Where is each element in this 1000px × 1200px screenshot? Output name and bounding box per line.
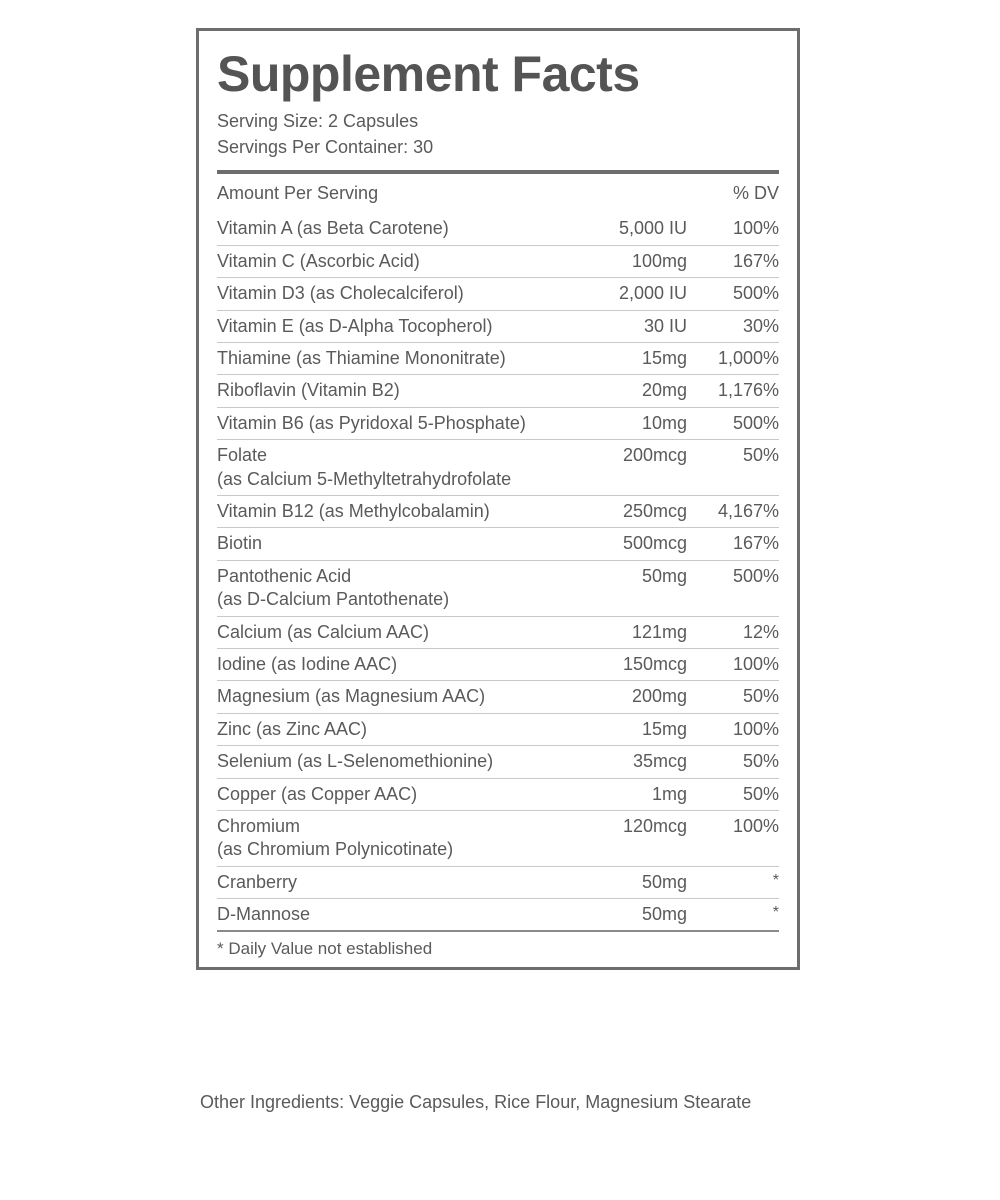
nutrient-dv: 100%	[687, 648, 779, 680]
nutrient-dv: 50%	[687, 440, 779, 496]
nutrient-amount: 50mg	[575, 866, 687, 898]
table-row	[217, 407, 779, 439]
table-row	[217, 560, 779, 616]
nutrient-name	[217, 375, 575, 407]
table-row	[217, 245, 779, 277]
table-row	[217, 810, 779, 866]
nutrient-name	[217, 866, 575, 898]
nutrient-name	[217, 746, 575, 778]
nutrient-amount: 50mg	[575, 899, 687, 931]
nutrient-amount: 250mcg	[575, 496, 687, 528]
nutrient-name	[217, 278, 575, 310]
nutrient-name-line1: Calcium (as Calcium AAC)	[217, 621, 430, 642]
nutrient-dv: 100%	[687, 713, 779, 745]
table-row	[217, 440, 779, 496]
other-ingredients: Other Ingredients: Veggie Capsules, Rice Flour, Magnesium Stearate	[200, 1092, 752, 1112]
nutrient-name	[217, 899, 575, 931]
nutrient-dv: 100%	[687, 810, 779, 866]
dv-header: % DV	[732, 183, 779, 204]
nutrient-name	[217, 560, 575, 616]
nutrient-name	[217, 648, 575, 680]
nutrient-dv: 30%	[687, 310, 779, 342]
nutrient-name-line2: (as D-Calcium Pantothenate)	[217, 589, 450, 610]
nutrient-name-line2: (as Calcium 5-Methyltetrahydrofolate	[217, 468, 512, 489]
nutrient-amount: 2,000 IU	[575, 278, 687, 310]
nutrient-name	[217, 496, 575, 528]
nutrient-name-line1: D-Mannose	[217, 904, 311, 925]
page-title: Supplement Facts	[217, 46, 640, 102]
nutrient-dv: *	[687, 866, 779, 898]
table-row	[217, 528, 779, 560]
nutrient-amount: 120mcg	[575, 810, 687, 866]
nutrient-name	[217, 681, 575, 713]
table-row	[217, 616, 779, 648]
table-row	[217, 746, 779, 778]
nutrient-name-line1: Vitamin E (as D-Alpha Tocopherol)	[217, 315, 493, 336]
serving-size: Serving Size: 2 Capsules	[217, 111, 419, 131]
nutrient-amount: 121mg	[575, 616, 687, 648]
nutrient-name-line1: Iodine (as Iodine AAC)	[217, 653, 398, 674]
nutrient-name-line1: Riboflavin (Vitamin B2)	[217, 380, 400, 401]
nutrient-amount: 30 IU	[575, 310, 687, 342]
nutrient-name	[217, 616, 575, 648]
nutrient-name	[217, 528, 575, 560]
nutrient-amount: 100mg	[575, 245, 687, 277]
table-row	[217, 310, 779, 342]
nutrient-name-line1: Zinc (as Zinc AAC)	[217, 718, 368, 739]
nutrient-amount: 15mg	[575, 713, 687, 745]
nutrient-dv: 500%	[687, 278, 779, 310]
nutrient-name-line1: Folate	[217, 445, 268, 466]
nutrient-amount: 200mg	[575, 681, 687, 713]
nutrient-dv: 1,176%	[687, 375, 779, 407]
footnote: * Daily Value not established	[217, 939, 433, 959]
nutrient-name-line1: Vitamin B6 (as Pyridoxal 5-Phosphate)	[217, 412, 526, 433]
nutrient-dv: 50%	[687, 778, 779, 810]
nutrient-dv: 1,000%	[687, 343, 779, 375]
nutrient-name-line1: Chromium	[217, 815, 301, 836]
nutrient-amount: 50mg	[575, 560, 687, 616]
nutrient-amount: 10mg	[575, 407, 687, 439]
nutrient-name-line1: Biotin	[217, 533, 263, 554]
nutrient-name-line1: Copper (as Copper AAC)	[217, 783, 418, 804]
nutrient-name	[217, 343, 575, 375]
nutrient-name-line1: Thiamine (as Thiamine Mononitrate)	[217, 348, 506, 369]
nutrient-name	[217, 213, 575, 245]
nutrient-name-line1: Vitamin D3 (as Cholecalciferol)	[217, 283, 464, 304]
table-row	[217, 496, 779, 528]
nutrient-name	[217, 407, 575, 439]
nutrient-name-line2: (as Chromium Polynicotinate)	[217, 839, 454, 860]
table-row	[217, 681, 779, 713]
supplement-facts-panel	[196, 28, 800, 970]
nutrient-dv: 4,167%	[687, 496, 779, 528]
nutrient-dv: 500%	[687, 407, 779, 439]
amount-header-spacer	[575, 174, 687, 213]
table-row	[217, 778, 779, 810]
nutrient-amount: 20mg	[575, 375, 687, 407]
nutrient-dv: *	[687, 899, 779, 931]
table-row	[217, 278, 779, 310]
nutrient-dv: 12%	[687, 616, 779, 648]
table-row	[217, 866, 779, 898]
nutrient-name	[217, 245, 575, 277]
table-row	[217, 213, 779, 245]
nutrient-amount: 150mcg	[575, 648, 687, 680]
table-header-row	[217, 174, 779, 213]
nutrient-name	[217, 810, 575, 866]
amount-per-serving-header: Amount Per Serving	[217, 183, 379, 204]
nutrient-name	[217, 713, 575, 745]
nutrient-amount: 200mcg	[575, 440, 687, 496]
table-row	[217, 899, 779, 931]
nutrient-dv: 50%	[687, 746, 779, 778]
nutrient-name-line1: Cranberry	[217, 871, 298, 892]
nutrient-name-line1: Pantothenic Acid	[217, 565, 352, 586]
nutrient-name	[217, 310, 575, 342]
table-row	[217, 375, 779, 407]
table-row	[217, 343, 779, 375]
nutrient-name-line1: Vitamin A (as Beta Carotene)	[217, 218, 449, 239]
servings-per-container: Servings Per Container: 30	[217, 136, 434, 157]
nutrient-name	[217, 778, 575, 810]
nutrient-amount: 5,000 IU	[618, 218, 687, 239]
nutrient-dv: 167%	[687, 245, 779, 277]
nutrient-dv: 500%	[687, 560, 779, 616]
nutrient-name-line1: Vitamin C (Ascorbic Acid)	[217, 250, 420, 271]
nutrient-name-line1: Magnesium (as Magnesium AAC)	[217, 686, 486, 707]
nutrient-dv: 100%	[732, 218, 779, 239]
nutrient-amount: 15mg	[575, 343, 687, 375]
nutrient-name	[217, 440, 575, 496]
nutrient-amount: 1mg	[575, 778, 687, 810]
nutrient-amount: 500mcg	[575, 528, 687, 560]
nutrition-table	[217, 174, 779, 930]
table-row	[217, 648, 779, 680]
nutrient-amount: 35mcg	[575, 746, 687, 778]
nutrient-dv: 167%	[687, 528, 779, 560]
table-row	[217, 713, 779, 745]
nutrient-name-line1: Selenium (as L-Selenomethionine)	[217, 751, 494, 772]
nutrient-dv: 50%	[687, 681, 779, 713]
nutrient-name-line1: Vitamin B12 (as Methylcobalamin)	[217, 501, 490, 521]
